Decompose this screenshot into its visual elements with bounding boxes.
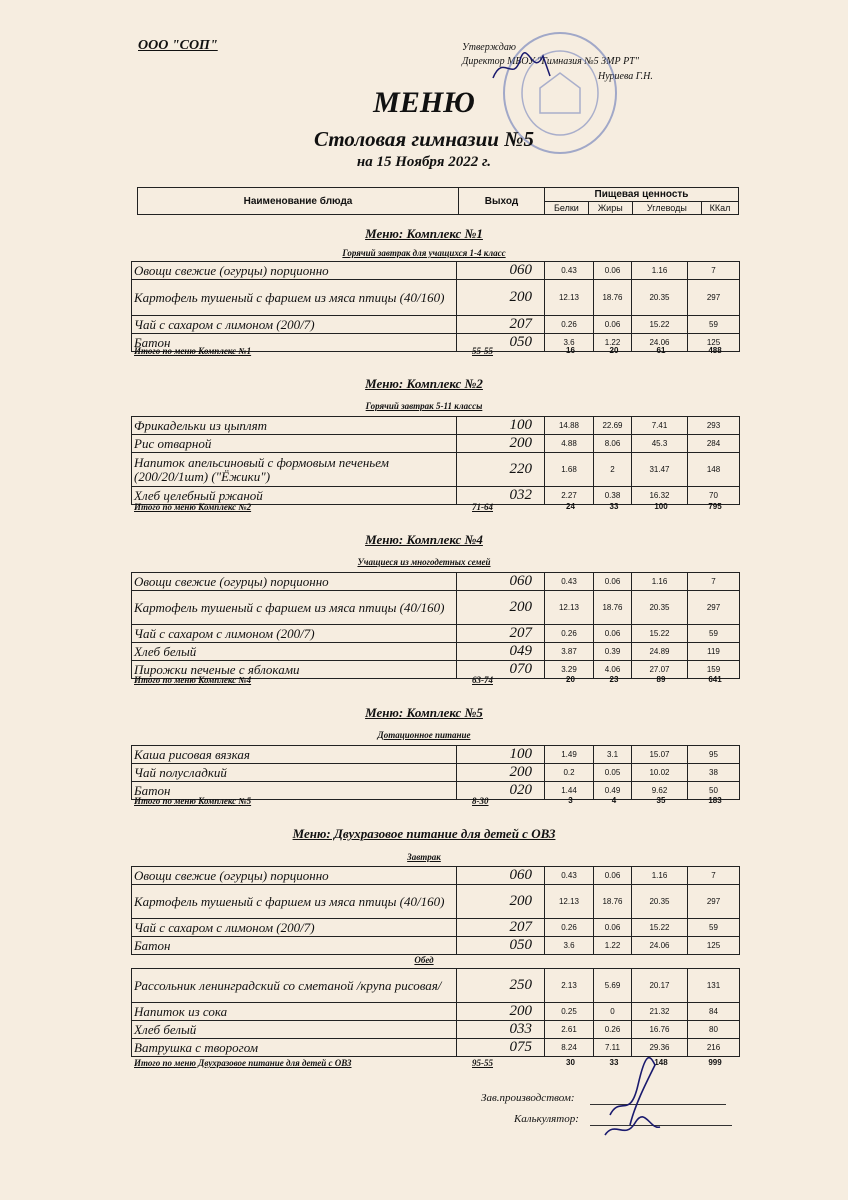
protein-value: 1.44 (545, 782, 594, 800)
total-price: 95-55 (472, 1058, 493, 1068)
table-row (132, 919, 740, 937)
carbs-value: 9.62 (632, 782, 688, 800)
menu-table (131, 261, 740, 352)
protein-value: 3.6 (545, 937, 594, 955)
total-fat: 4 (611, 796, 617, 805)
dish-output: 100 (457, 417, 545, 435)
table-row (132, 867, 740, 885)
dish-output: 060 (457, 573, 545, 591)
protein-value: 0.2 (545, 764, 594, 782)
dish-name: Чай с сахаром с лимоном (200/7) (132, 316, 457, 334)
kcal-value: 131 (688, 969, 740, 1003)
total-label: Итого по меню Комплекс №5 (134, 796, 252, 806)
kcal-value: 159 (688, 661, 740, 679)
total-price: 71-64 (472, 502, 493, 512)
total-carbs: 35 (656, 796, 666, 805)
dish-output: 050 (457, 937, 545, 955)
dish-name: Фрикадельки из цыплят (132, 417, 457, 435)
protein-value: 12.13 (545, 280, 594, 316)
fat-value: 2 (594, 453, 632, 487)
menu-table (131, 968, 740, 1057)
protein-value: 0.43 (545, 867, 594, 885)
table-row (132, 969, 740, 1003)
fat-value: 8.06 (594, 435, 632, 453)
kcal-value: 95 (688, 746, 740, 764)
dish-output: 200 (457, 764, 545, 782)
dish-output: 200 (457, 280, 545, 316)
dish-output: 049 (457, 643, 545, 661)
dish-name: Чай с сахаром с лимоном (200/7) (132, 919, 457, 937)
protein-value: 3.29 (545, 661, 594, 679)
kcal-value: 119 (688, 643, 740, 661)
director-signature (488, 48, 558, 88)
dish-name: Хлеб белый (132, 643, 457, 661)
header-protein: Белки (545, 201, 589, 215)
dish-name: Овощи свежие (огурцы) порционно (132, 573, 457, 591)
group-title: Горячий завтрак 5-11 классы (365, 401, 483, 411)
total-price: 55-55 (472, 346, 493, 356)
table-row (132, 1003, 740, 1021)
table-row (132, 625, 740, 643)
total-kcal: 641 (708, 675, 722, 684)
protein-value: 0.43 (545, 573, 594, 591)
header-kcal: ККал (702, 201, 739, 215)
carbs-value: 16.76 (632, 1021, 688, 1039)
total-kcal: 488 (708, 346, 722, 355)
dish-output: 100 (457, 746, 545, 764)
group-title: Завтрак (407, 852, 441, 862)
dish-output: 200 (457, 1003, 545, 1021)
fat-value: 1.22 (594, 937, 632, 955)
section-title: Меню: Комплекс №5 (365, 705, 483, 720)
protein-value: 3.87 (545, 643, 594, 661)
protein-value: 12.13 (545, 885, 594, 919)
carbs-value: 15.22 (632, 316, 688, 334)
total-protein: 20 (566, 675, 575, 684)
header-nutrition: Пищевая ценность (545, 188, 739, 202)
carbs-value: 10.02 (632, 764, 688, 782)
total-fat: 33 (609, 1058, 619, 1067)
total-label: Итого по меню Комплекс №4 (134, 675, 252, 685)
protein-value: 0.26 (545, 316, 594, 334)
menu-table (131, 572, 740, 679)
dish-name: Напиток из сока (132, 1003, 457, 1021)
kcal-value: 7 (688, 867, 740, 885)
total-carbs: 61 (656, 346, 666, 355)
fat-value: 0.06 (594, 625, 632, 643)
fat-value: 22.69 (594, 417, 632, 435)
kcal-value: 284 (688, 435, 740, 453)
kcal-value: 293 (688, 417, 740, 435)
carbs-value: 16.32 (632, 487, 688, 505)
fat-value: 0.06 (594, 573, 632, 591)
group-title: Горячий завтрак для учащихся 1-4 класс (342, 248, 506, 258)
protein-value: 1.68 (545, 453, 594, 487)
carbs-value: 1.16 (632, 262, 688, 280)
section-title: Меню: Комплекс №2 (365, 376, 483, 391)
protein-value: 14.88 (545, 417, 594, 435)
dish-output: 200 (457, 885, 545, 919)
kcal-value: 84 (688, 1003, 740, 1021)
table-row (132, 746, 740, 764)
dish-name: Батон (132, 782, 457, 800)
total-protein: 16 (566, 346, 575, 355)
dish-name: Батон (132, 937, 457, 955)
total-carbs: 148 (654, 1058, 668, 1067)
total-kcal: 795 (708, 502, 722, 511)
dish-name: Овощи свежие (огурцы) порционно (132, 867, 457, 885)
fat-value: 5.69 (594, 969, 632, 1003)
fat-value: 7.11 (594, 1039, 632, 1057)
total-carbs: 89 (656, 675, 666, 684)
group-title: Учащиеся из многодетных семей (357, 557, 491, 567)
dish-output: 207 (457, 316, 545, 334)
carbs-value: 24.06 (632, 334, 688, 352)
section-title: Меню: Комплекс №1 (365, 226, 483, 241)
protein-value: 1.49 (545, 746, 594, 764)
kcal-value: 59 (688, 625, 740, 643)
header-carbs: Углеводы (632, 201, 701, 215)
kcal-value: 125 (688, 334, 740, 352)
menu-table (131, 745, 740, 800)
table-row (132, 764, 740, 782)
carbs-value: 24.89 (632, 643, 688, 661)
total-kcal: 999 (708, 1058, 722, 1067)
dish-output: 060 (457, 867, 545, 885)
carbs-value: 15.22 (632, 625, 688, 643)
carbs-value: 31.47 (632, 453, 688, 487)
protein-value: 3.6 (545, 334, 594, 352)
section-title: Меню: Двухразовое питание для детей с ОВЗ (292, 826, 556, 841)
total-fat: 33 (609, 502, 619, 511)
fat-value: 18.76 (594, 280, 632, 316)
menu-date: на 15 Ноября 2022 г. (356, 154, 492, 170)
dish-output: 060 (457, 262, 545, 280)
dish-output: 020 (457, 782, 545, 800)
dish-output: 200 (457, 591, 545, 625)
dish-name: Чай с сахаром с лимоном (200/7) (132, 625, 457, 643)
menu-table (131, 866, 740, 955)
fat-value: 0.38 (594, 487, 632, 505)
dish-output: 220 (457, 453, 545, 487)
dish-output: 200 (457, 435, 545, 453)
header-fat: Жиры (588, 201, 632, 215)
fat-value: 18.76 (594, 885, 632, 919)
carbs-value: 24.06 (632, 937, 688, 955)
carbs-value: 45.3 (632, 435, 688, 453)
kcal-value: 148 (688, 453, 740, 487)
protein-value: 0.43 (545, 262, 594, 280)
table-header (137, 187, 739, 215)
kcal-value: 7 (688, 573, 740, 591)
fat-value: 0.06 (594, 316, 632, 334)
table-row (132, 937, 740, 955)
page-subtitle: Столовая гимназии №5 (314, 127, 534, 151)
group-title: Обед (414, 955, 434, 965)
dish-output: 033 (457, 1021, 545, 1039)
protein-value: 0.26 (545, 625, 594, 643)
dish-output: 070 (457, 661, 545, 679)
protein-value: 2.13 (545, 969, 594, 1003)
total-price: 8-30 (472, 796, 489, 806)
fat-value: 0.06 (594, 919, 632, 937)
organization-name: ООО "СОП" (138, 38, 218, 53)
fat-value: 0.05 (594, 764, 632, 782)
total-carbs: 100 (654, 502, 668, 511)
dish-name: Картофель тушеный с фаршем из мяса птицы (40/160) (132, 280, 457, 316)
kcal-value: 297 (688, 591, 740, 625)
calculator-label: Калькулятор: (514, 1113, 579, 1125)
dish-output: 207 (457, 625, 545, 643)
group-title: Дотационное питание (377, 730, 471, 740)
protein-value: 2.61 (545, 1021, 594, 1039)
dish-name: Батон (132, 334, 457, 352)
total-protein: 30 (566, 1058, 575, 1067)
fat-value: 18.76 (594, 591, 632, 625)
carbs-value: 15.22 (632, 919, 688, 937)
production-signature (600, 1045, 670, 1140)
dish-name: Каша рисовая вязкая (132, 746, 457, 764)
total-label: Итого по меню Комплекс №2 (134, 502, 252, 512)
kcal-value: 7 (688, 262, 740, 280)
page-title: МЕНЮ (373, 86, 475, 119)
table-row (132, 1021, 740, 1039)
table-row (132, 453, 740, 487)
dish-name: Напиток апельсиновый с формовым печеньем (200/20/1шт) ("Ёжики") (132, 453, 457, 487)
protein-value: 0.26 (545, 919, 594, 937)
fat-value: 3.1 (594, 746, 632, 764)
fat-value: 0.26 (594, 1021, 632, 1039)
carbs-value: 29.36 (632, 1039, 688, 1057)
carbs-value: 20.35 (632, 591, 688, 625)
carbs-value: 1.16 (632, 867, 688, 885)
approval-person: Нуриева Г.Н. (598, 71, 653, 82)
menu-table (131, 416, 740, 505)
protein-value: 4.88 (545, 435, 594, 453)
table-row (132, 573, 740, 591)
total-protein: 3 (568, 796, 573, 805)
fat-value: 0.39 (594, 643, 632, 661)
carbs-value: 20.17 (632, 969, 688, 1003)
approval-label: Утверждаю (462, 42, 516, 53)
kcal-value: 125 (688, 937, 740, 955)
dish-name: Овощи свежие (огурцы) порционно (132, 262, 457, 280)
kcal-value: 70 (688, 487, 740, 505)
dish-name: Хлеб белый (132, 1021, 457, 1039)
dish-name: Ватрушка с творогом (132, 1039, 457, 1057)
table-row (132, 885, 740, 919)
protein-value: 2.27 (545, 487, 594, 505)
kcal-value: 38 (688, 764, 740, 782)
table-row (132, 417, 740, 435)
kcal-value: 80 (688, 1021, 740, 1039)
protein-value: 8.24 (545, 1039, 594, 1057)
dish-output: 075 (457, 1039, 545, 1057)
kcal-value: 216 (688, 1039, 740, 1057)
fat-value: 0.06 (594, 867, 632, 885)
header-output: Выход (459, 188, 545, 215)
table-row (132, 316, 740, 334)
section-title: Меню: Комплекс №4 (365, 532, 483, 547)
header-name: Наименование блюда (138, 188, 459, 215)
dish-output: 032 (457, 487, 545, 505)
dish-name: Картофель тушеный с фаршем из мяса птицы (40/160) (132, 591, 457, 625)
carbs-value: 20.35 (632, 280, 688, 316)
carbs-value: 21.32 (632, 1003, 688, 1021)
carbs-value: 20.35 (632, 885, 688, 919)
protein-value: 0.25 (545, 1003, 594, 1021)
table-row (132, 643, 740, 661)
table-row (132, 435, 740, 453)
dish-output: 250 (457, 969, 545, 1003)
dish-output: 050 (457, 334, 545, 352)
fat-value: 0.49 (594, 782, 632, 800)
kcal-value: 297 (688, 280, 740, 316)
protein-value: 12.13 (545, 591, 594, 625)
fat-value: 1.22 (594, 334, 632, 352)
kcal-value: 297 (688, 885, 740, 919)
fat-value: 4.06 (594, 661, 632, 679)
production-label: Зав.производством: (481, 1092, 575, 1104)
total-protein: 24 (566, 502, 575, 511)
carbs-value: 15.07 (632, 746, 688, 764)
total-kcal: 183 (708, 796, 722, 805)
dish-name: Чай полусладкий (132, 764, 457, 782)
dish-name: Рассольник ленинградский со сметаной /крупа рисовая/ (132, 969, 457, 1003)
dish-output: 207 (457, 919, 545, 937)
dish-name: Картофель тушеный с фаршем из мяса птицы (40/160) (132, 885, 457, 919)
carbs-value: 7.41 (632, 417, 688, 435)
total-label: Итого по меню Двухразовое питание для детей с ОВЗ (134, 1058, 352, 1068)
fat-value: 0 (594, 1003, 632, 1021)
kcal-value: 50 (688, 782, 740, 800)
fat-value: 0.06 (594, 262, 632, 280)
kcal-value: 59 (688, 316, 740, 334)
table-row (132, 280, 740, 316)
total-fat: 23 (609, 675, 619, 684)
kcal-value: 59 (688, 919, 740, 937)
carbs-value: 27.07 (632, 661, 688, 679)
total-fat: 20 (609, 346, 619, 355)
dish-name: Рис отварной (132, 435, 457, 453)
total-price: 63-74 (472, 675, 493, 685)
approval-director: Директор МБОУ "Гимназия №5 ЗМР РТ" (462, 56, 639, 67)
carbs-value: 1.16 (632, 573, 688, 591)
table-row (132, 591, 740, 625)
total-label: Итого по меню Комплекс №1 (134, 346, 252, 356)
dish-name: Хлеб целебный ржаной (132, 487, 457, 505)
dish-name: Пирожки печеные с яблоками (132, 661, 457, 679)
table-row (132, 262, 740, 280)
